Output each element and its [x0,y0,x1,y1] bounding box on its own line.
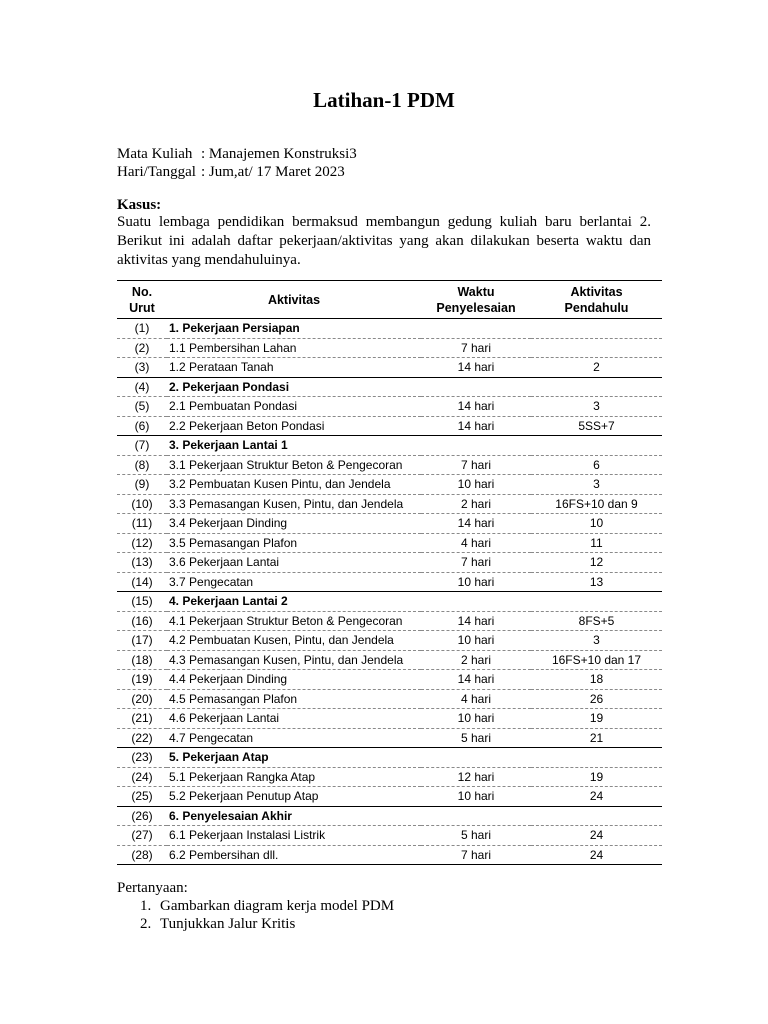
table-group-row [117,377,662,397]
row-predecessor: 10 [531,514,662,534]
header-no-line2: Urut [129,300,155,315]
header-aktivitas: Aktivitas [167,281,421,319]
row-duration [421,748,531,768]
row-predecessor: 16FS+10 dan 17 [531,650,662,670]
row-predecessor: 16FS+10 dan 9 [531,494,662,514]
case-description: Suatu lembaga pendidikan bermaksud membangun gedung kuliah baru berlantai 2. Berikut ini adalah daftar pekerjaan/aktivitas yang akan dilakukan beserta waktu dan aktivitas yang mendahuluinya. [117,214,651,268]
row-predecessor: 11 [531,533,662,553]
table-row [117,826,662,846]
row-number: (13) [117,553,167,573]
table-row [117,728,662,748]
table-row [117,338,662,358]
row-number: (11) [117,514,167,534]
row-activity: 5.1 Pekerjaan Rangka Atap [167,767,421,787]
questions-heading: Pertanyaan: [117,880,188,896]
row-number: (7) [117,436,167,456]
row-number: (23) [117,748,167,768]
row-number: (18) [117,650,167,670]
table-row [117,514,662,534]
row-predecessor: 3 [531,631,662,651]
table-group-row [117,436,662,456]
row-predecessor: 6 [531,455,662,475]
row-activity: 2. Pekerjaan Pondasi [167,377,421,397]
row-predecessor [531,748,662,768]
row-activity: 4.6 Pekerjaan Lantai [167,709,421,729]
row-activity: 4.4 Pekerjaan Dinding [167,670,421,690]
table-row [117,455,662,475]
row-duration: 10 hari [421,631,531,651]
meta-label: Mata Kuliah [117,146,193,162]
meta-value: : Jum,at/ 17 Maret 2023 [201,164,345,180]
row-duration: 14 hari [421,514,531,534]
meta-label: Hari/Tanggal [117,164,196,180]
row-duration: 7 hari [421,845,531,865]
row-number: (27) [117,826,167,846]
table-row [117,670,662,690]
row-duration: 7 hari [421,553,531,573]
row-duration: 2 hari [421,494,531,514]
row-number: (22) [117,728,167,748]
row-duration: 10 hari [421,475,531,495]
table-row [117,416,662,436]
header-pendahulu-line2: Pendahulu [564,300,629,315]
row-duration [421,377,531,397]
row-duration: 14 hari [421,358,531,378]
table-row [117,631,662,651]
table-row [117,611,662,631]
row-number: (8) [117,455,167,475]
row-number: (19) [117,670,167,690]
row-number: (1) [117,319,167,339]
row-activity: 4.5 Pemasangan Plafon [167,689,421,709]
page-title: Latihan-1 PDM [313,88,455,112]
table-row [117,650,662,670]
row-activity: 4.1 Pekerjaan Struktur Beton & Pengecoran [167,611,421,631]
row-predecessor: 2 [531,358,662,378]
table-group-row [117,319,662,339]
table-row [117,709,662,729]
row-duration: 4 hari [421,533,531,553]
row-number: (24) [117,767,167,787]
question-number: 2. [140,916,152,932]
row-number: (16) [117,611,167,631]
row-activity: 4. Pekerjaan Lantai 2 [167,592,421,612]
question-text: Tunjukkan Jalur Kritis [160,916,296,932]
row-activity: 5.2 Pekerjaan Penutup Atap [167,787,421,807]
row-duration [421,319,531,339]
row-number: (28) [117,845,167,865]
row-duration: 14 hari [421,670,531,690]
row-predecessor [531,319,662,339]
row-number: (26) [117,806,167,826]
row-predecessor [531,436,662,456]
row-number: (20) [117,689,167,709]
table-row [117,533,662,553]
header-waktu-line1: Waktu [457,284,495,299]
row-duration: 5 hari [421,826,531,846]
header-waktu-line2: Penyelesaian [436,300,516,315]
row-activity: 3.2 Pembuatan Kusen Pintu, dan Jendela [167,475,421,495]
row-predecessor: 24 [531,787,662,807]
question-number: 1. [140,898,152,914]
row-activity: 6.2 Pembersihan dll. [167,845,421,865]
row-duration: 5 hari [421,728,531,748]
table-row [117,787,662,807]
table-row [117,845,662,865]
row-predecessor: 24 [531,826,662,846]
meta-value: : Manajemen Konstruksi3 [201,146,357,162]
meta-row-date [117,163,357,181]
table-row [117,572,662,592]
question-text: Gambarkan diagram kerja model PDM [160,898,395,914]
row-activity: 2.1 Pembuatan Pondasi [167,397,421,417]
row-number: (10) [117,494,167,514]
row-activity: 6.1 Pekerjaan Instalasi Listrik [167,826,421,846]
row-predecessor: 12 [531,553,662,573]
row-predecessor: 8FS+5 [531,611,662,631]
row-duration: 14 hari [421,416,531,436]
row-duration: 14 hari [421,611,531,631]
row-predecessor: 3 [531,475,662,495]
row-activity: 2.2 Pekerjaan Beton Pondasi [167,416,421,436]
row-predecessor: 24 [531,845,662,865]
table-row [117,553,662,573]
row-duration [421,436,531,456]
row-predecessor: 5SS+7 [531,416,662,436]
row-activity: 3.7 Pengecatan [167,572,421,592]
row-activity: 3. Pekerjaan Lantai 1 [167,436,421,456]
row-number: (9) [117,475,167,495]
table-row [117,475,662,495]
header-pendahulu [531,281,662,319]
row-number: (3) [117,358,167,378]
row-duration: 10 hari [421,709,531,729]
row-number: (5) [117,397,167,417]
row-number: (2) [117,338,167,358]
row-activity: 3.1 Pekerjaan Struktur Beton & Pengecoran [167,455,421,475]
row-predecessor [531,592,662,612]
row-number: (15) [117,592,167,612]
meta-row-course [117,145,357,163]
header-pendahulu-line1: Aktivitas [570,284,623,299]
question-item [140,897,394,915]
activity-table-body [117,319,662,865]
table-row [117,494,662,514]
table-group-row [117,806,662,826]
table-group-row [117,592,662,612]
questions-list [140,897,394,933]
row-predecessor: 13 [531,572,662,592]
table-group-row [117,748,662,768]
row-duration: 2 hari [421,650,531,670]
row-duration: 10 hari [421,572,531,592]
row-activity: 3.5 Pemasangan Plafon [167,533,421,553]
row-activity: 1.1 Pembersihan Lahan [167,338,421,358]
table-row [117,689,662,709]
row-activity: 6. Penyelesaian Akhir [167,806,421,826]
row-duration: 10 hari [421,787,531,807]
question-item [140,915,394,933]
row-predecessor: 21 [531,728,662,748]
header-no [117,281,167,319]
row-activity: 3.6 Pekerjaan Lantai [167,553,421,573]
row-predecessor: 18 [531,670,662,690]
row-number: (4) [117,377,167,397]
row-duration: 7 hari [421,455,531,475]
row-predecessor [531,377,662,397]
row-predecessor: 19 [531,767,662,787]
row-number: (12) [117,533,167,553]
row-activity: 3.4 Pekerjaan Dinding [167,514,421,534]
row-duration: 4 hari [421,689,531,709]
table-row [117,767,662,787]
row-duration: 12 hari [421,767,531,787]
row-activity: 4.7 Pengecatan [167,728,421,748]
course-meta [117,145,357,181]
case-heading: Kasus: [117,197,162,213]
row-number: (25) [117,787,167,807]
row-duration: 7 hari [421,338,531,358]
row-number: (14) [117,572,167,592]
row-duration [421,806,531,826]
row-predecessor: 26 [531,689,662,709]
row-duration: 14 hari [421,397,531,417]
table-row [117,397,662,417]
row-activity: 1. Pekerjaan Persiapan [167,319,421,339]
row-predecessor: 19 [531,709,662,729]
header-waktu [421,281,531,319]
row-predecessor [531,338,662,358]
table-row [117,358,662,378]
row-activity: 5. Pekerjaan Atap [167,748,421,768]
row-activity: 4.2 Pembuatan Kusen, Pintu, dan Jendela [167,631,421,651]
row-number: (17) [117,631,167,651]
activity-table [117,280,662,865]
row-duration [421,592,531,612]
table-header-row [117,281,662,319]
row-predecessor: 3 [531,397,662,417]
header-no-line1: No. [131,284,153,299]
row-activity: 1.2 Perataan Tanah [167,358,421,378]
row-number: (6) [117,416,167,436]
row-number: (21) [117,709,167,729]
row-activity: 3.3 Pemasangan Kusen, Pintu, dan Jendela [167,494,421,514]
row-predecessor [531,806,662,826]
row-activity: 4.3 Pemasangan Kusen, Pintu, dan Jendela [167,650,421,670]
